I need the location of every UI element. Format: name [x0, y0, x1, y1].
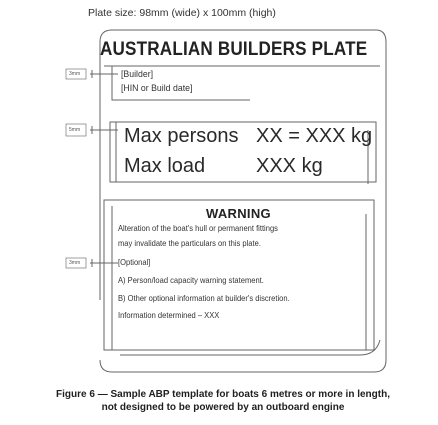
dimension-label: 3mm [69, 71, 81, 77]
warning-title: WARNING [206, 206, 271, 221]
builder-name: [Builder] [121, 69, 154, 80]
dimension-label: 5mm [69, 127, 81, 133]
plate-size-note: Plate size: 98mm (wide) x 100mm (high) [88, 7, 276, 19]
max-persons-value: XX = XXX kg [256, 125, 373, 147]
warning-optional: [Optional] [118, 257, 151, 267]
warning-line: Alteration of the boat's hull or permanent fittings [118, 223, 278, 233]
dimension-label: 3mm [69, 260, 81, 266]
warning-line: Information determined – XXX [118, 310, 220, 320]
max-load-value: XXX kg [256, 155, 323, 177]
caption-line-1: Figure 6 — Sample ABP template for boats 6 metres or more in length, [56, 389, 390, 400]
warning-line: B) Other optional information at builder's discretion. [118, 293, 290, 303]
plate-title: AUSTRALIAN BUILDERS PLATE [100, 39, 368, 60]
warning-line: A) Person/load capacity warning statement. [118, 275, 264, 285]
max-persons-label: Max persons [124, 125, 239, 147]
caption-line-2: not designed to be powered by an outboard engine [101, 402, 345, 413]
max-load-label: Max load [124, 155, 206, 177]
warning-line: may invalidate the particulars on this plate. [118, 238, 261, 248]
figure-caption [14, 388, 432, 414]
hin-or-build-date: [HIN or Build date] [121, 83, 193, 94]
plate-outline [100, 30, 386, 372]
